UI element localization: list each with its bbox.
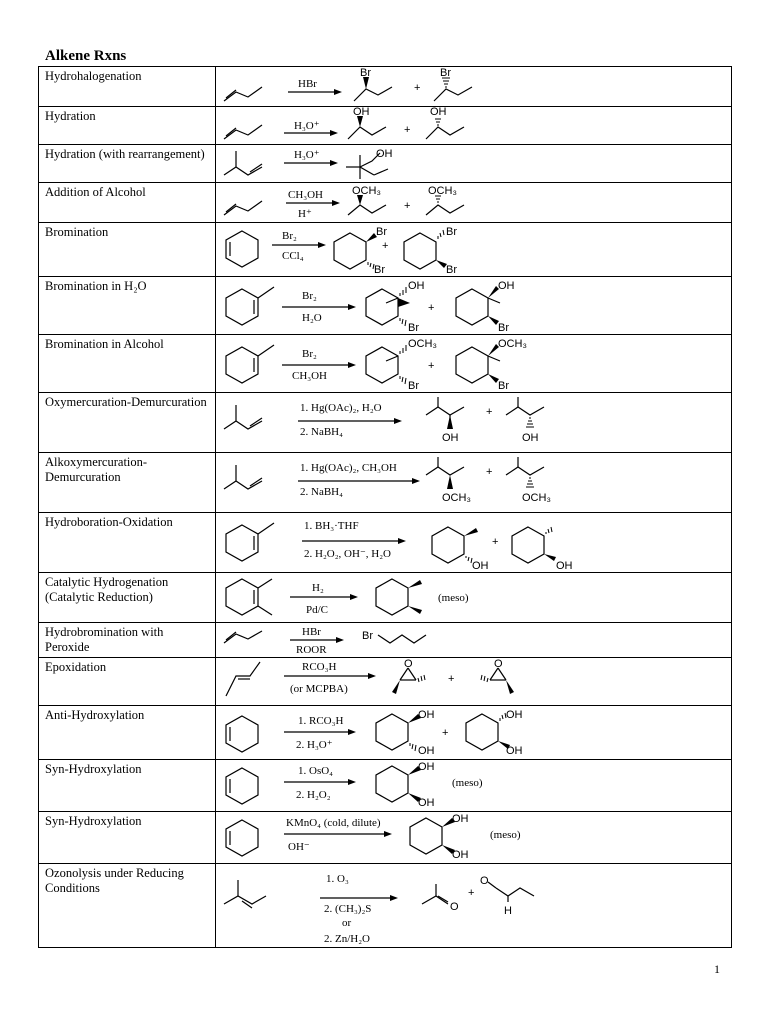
reaction-table bbox=[38, 66, 732, 948]
reaction-row bbox=[39, 277, 732, 335]
reaction-scheme bbox=[216, 623, 732, 658]
atom-label: Br bbox=[440, 67, 451, 79]
reaction-diagram bbox=[216, 67, 744, 107]
atom-label: OH bbox=[506, 745, 523, 757]
plus-sign: + bbox=[442, 727, 449, 739]
reagent-bottom: OH⁻ bbox=[288, 841, 310, 853]
reagent-bottom: 2. H₂O₂ bbox=[296, 789, 331, 801]
reaction-scheme bbox=[216, 573, 732, 623]
reagent-bottom: H⁺ bbox=[298, 208, 312, 220]
atom-label: Br bbox=[498, 322, 509, 334]
atom-label: OCH₃ bbox=[352, 185, 381, 197]
reaction-name: Syn-Hydroxylation bbox=[39, 760, 216, 812]
reaction-diagram bbox=[216, 107, 744, 145]
reagent-top: 1. Hg(OAc)₂, CH₃OH bbox=[300, 462, 397, 474]
page-number: 1 bbox=[714, 962, 720, 976]
reaction-diagram bbox=[216, 513, 744, 573]
atom-label: Br bbox=[362, 630, 373, 642]
atom-label: Br bbox=[408, 380, 419, 392]
reaction-name: Hydration (with rearrangement) bbox=[39, 145, 216, 183]
atom-label: OH bbox=[556, 560, 573, 572]
atom-label: OH bbox=[452, 849, 469, 861]
plus-sign: + bbox=[428, 302, 435, 314]
reaction-diagram bbox=[216, 623, 744, 657]
reaction-row bbox=[39, 183, 732, 223]
atom-label: OH bbox=[418, 745, 435, 757]
reaction-row bbox=[39, 335, 732, 393]
reaction-diagram bbox=[216, 223, 744, 277]
reaction-name: Bromination in H₂O bbox=[39, 277, 216, 335]
reaction-scheme bbox=[216, 453, 732, 513]
meso-label: (meso) bbox=[490, 829, 521, 841]
reagent-bottom: ROOR bbox=[296, 644, 327, 656]
atom-label: O bbox=[450, 901, 459, 913]
plus-sign: + bbox=[492, 536, 499, 548]
reaction-diagram bbox=[216, 706, 744, 760]
reaction-name: Alkoxymercuration-Demurcuration bbox=[39, 453, 216, 513]
atom-label: OH bbox=[442, 432, 459, 444]
atom-label: OH bbox=[522, 432, 539, 444]
atom-label: OH bbox=[418, 761, 435, 773]
reaction-row bbox=[39, 223, 732, 277]
reagent-alt: 2. Zn/H₂O bbox=[324, 933, 370, 945]
reaction-scheme bbox=[216, 223, 732, 277]
reaction-name: Bromination in Alcohol bbox=[39, 335, 216, 393]
reagent-bottom: 2. H₂O₂, OH⁻, H₂O bbox=[304, 548, 391, 560]
reaction-name: Hydration bbox=[39, 107, 216, 145]
reaction-scheme bbox=[216, 335, 732, 393]
reagent-top: H₃O⁺ bbox=[294, 120, 320, 132]
atom-label: OH bbox=[418, 797, 435, 809]
reaction-row bbox=[39, 513, 732, 573]
reaction-diagram bbox=[216, 453, 744, 513]
reaction-row bbox=[39, 864, 732, 948]
reagent-top: 1. Hg(OAc)₂, H₂O bbox=[300, 402, 382, 414]
atom-label: Br bbox=[374, 264, 385, 276]
plus-sign: + bbox=[414, 82, 421, 94]
reaction-row bbox=[39, 760, 732, 812]
reaction-name: Addition of Alcohol bbox=[39, 183, 216, 223]
plus-sign: + bbox=[486, 406, 493, 418]
reagent-bottom: CCl₄ bbox=[282, 250, 304, 262]
meso-label: (meso) bbox=[452, 777, 483, 789]
reagent-bottom: 2. H₃O⁺ bbox=[296, 739, 333, 751]
reaction-name: Catalytic Hydrogenation (Catalytic Reduction) bbox=[39, 573, 216, 623]
reaction-name: Anti-Hydroxylation bbox=[39, 706, 216, 760]
reagent-top: HBr bbox=[302, 626, 321, 638]
plus-sign: + bbox=[486, 466, 493, 478]
reaction-diagram bbox=[216, 145, 744, 183]
reagent-top: 1. BH₃·THF bbox=[304, 520, 359, 532]
reagent-top: H₃O⁺ bbox=[294, 149, 320, 161]
reagent-bottom: 2. (CH₃)₂S bbox=[324, 903, 372, 915]
reaction-scheme bbox=[216, 658, 732, 706]
atom-label: OH bbox=[430, 106, 447, 118]
atom-label: Br bbox=[446, 226, 457, 238]
atom-label: OCH₃ bbox=[428, 185, 457, 197]
atom-label: OH bbox=[452, 813, 469, 825]
reaction-name: Oxymercuration-Demurcuration bbox=[39, 393, 216, 453]
reaction-diagram bbox=[216, 864, 744, 948]
atom-label: Br bbox=[376, 226, 387, 238]
reaction-scheme bbox=[216, 107, 732, 145]
atom-label: OCH₃ bbox=[442, 492, 471, 504]
atom-label: O bbox=[494, 658, 503, 670]
atom-label: OH bbox=[353, 106, 370, 118]
reagent-bottom: CH₃OH bbox=[292, 370, 328, 382]
atom-label: OH bbox=[376, 148, 393, 160]
atom-label: OH bbox=[472, 560, 489, 572]
atom-label: OH bbox=[418, 709, 435, 721]
atom-label: H bbox=[504, 905, 512, 917]
reagent-top: H₂ bbox=[312, 582, 324, 594]
plus-sign: + bbox=[428, 360, 435, 372]
reagent-top: 1. RCO₃H bbox=[298, 715, 344, 727]
reaction-row bbox=[39, 573, 732, 623]
reagent-bottom: (or MCPBA) bbox=[290, 683, 348, 695]
reaction-name: Hydrohalogenation bbox=[39, 67, 216, 107]
reaction-row bbox=[39, 67, 732, 107]
meso-label: (meso) bbox=[438, 592, 469, 604]
reagent-top: Br₂ bbox=[302, 290, 317, 302]
page-title: Alkene Rxns bbox=[45, 48, 127, 64]
atom-label: Br bbox=[408, 322, 419, 334]
atom-label: OH bbox=[408, 280, 425, 292]
reagent-top: CH₃OH bbox=[288, 189, 324, 201]
reaction-scheme bbox=[216, 706, 732, 760]
reaction-row bbox=[39, 145, 732, 183]
reaction-row bbox=[39, 812, 732, 864]
atom-label: Br bbox=[360, 67, 371, 79]
reaction-scheme bbox=[216, 760, 732, 812]
reagent-bottom: H₂O bbox=[302, 312, 322, 324]
reaction-scheme bbox=[216, 513, 732, 573]
plus-sign: + bbox=[448, 673, 455, 685]
reaction-row bbox=[39, 706, 732, 760]
reaction-name: Hydroboration-Oxidation bbox=[39, 513, 216, 573]
reaction-scheme bbox=[216, 812, 732, 864]
reaction-scheme bbox=[216, 183, 732, 223]
reaction-diagram bbox=[216, 658, 744, 706]
reaction-name: Syn-Hydroxylation bbox=[39, 812, 216, 864]
reagent-top: HBr bbox=[298, 78, 317, 90]
reaction-scheme bbox=[216, 145, 732, 183]
reagent-bottom: Pd/C bbox=[306, 604, 329, 616]
reagent-top: Br₂ bbox=[302, 348, 317, 360]
reaction-row bbox=[39, 393, 732, 453]
plus-sign: + bbox=[404, 200, 411, 212]
reaction-diagram bbox=[216, 277, 744, 335]
reaction-diagram bbox=[216, 760, 744, 812]
plus-sign: + bbox=[404, 124, 411, 136]
reaction-name: Epoxidation bbox=[39, 658, 216, 706]
reaction-diagram bbox=[216, 393, 744, 453]
plus-sign: + bbox=[382, 240, 389, 252]
reaction-name: Ozonolysis under Reducing Conditions bbox=[39, 864, 216, 948]
reagent-top: RCO₃H bbox=[302, 661, 337, 673]
reaction-row bbox=[39, 107, 732, 145]
plus-sign: + bbox=[468, 887, 475, 899]
atom-label: O bbox=[404, 658, 413, 670]
reaction-diagram bbox=[216, 335, 744, 393]
atom-label: Br bbox=[498, 380, 509, 392]
reagent-or: or bbox=[342, 917, 352, 929]
reaction-name: Bromination bbox=[39, 223, 216, 277]
reagent-top: 1. OsO₄ bbox=[298, 765, 334, 777]
reaction-scheme bbox=[216, 277, 732, 335]
reagent-top: Br₂ bbox=[282, 230, 297, 242]
reaction-row bbox=[39, 658, 732, 706]
reaction-name: Hydrobromination with Peroxide bbox=[39, 623, 216, 658]
atom-label: OCH₃ bbox=[498, 338, 527, 350]
reaction-scheme bbox=[216, 393, 732, 453]
atom-label: Br bbox=[446, 264, 457, 276]
atom-label: OCH₃ bbox=[522, 492, 551, 504]
reagent-top: 1. O₃ bbox=[326, 873, 349, 885]
reaction-scheme bbox=[216, 67, 732, 107]
atom-label: OCH₃ bbox=[408, 338, 437, 350]
reaction-row bbox=[39, 453, 732, 513]
reaction-diagram bbox=[216, 573, 744, 623]
reaction-diagram bbox=[216, 183, 744, 223]
reaction-diagram bbox=[216, 812, 744, 864]
atom-label: OH bbox=[506, 709, 523, 721]
reaction-scheme bbox=[216, 864, 732, 948]
reagent-bottom: 2. NaBH₄ bbox=[300, 486, 343, 498]
atom-label: O bbox=[480, 875, 489, 887]
reagent-top: KMnO₄ (cold, dilute) bbox=[286, 817, 381, 829]
reagent-bottom: 2. NaBH₄ bbox=[300, 426, 343, 438]
reaction-row bbox=[39, 623, 732, 658]
atom-label: OH bbox=[498, 280, 515, 292]
